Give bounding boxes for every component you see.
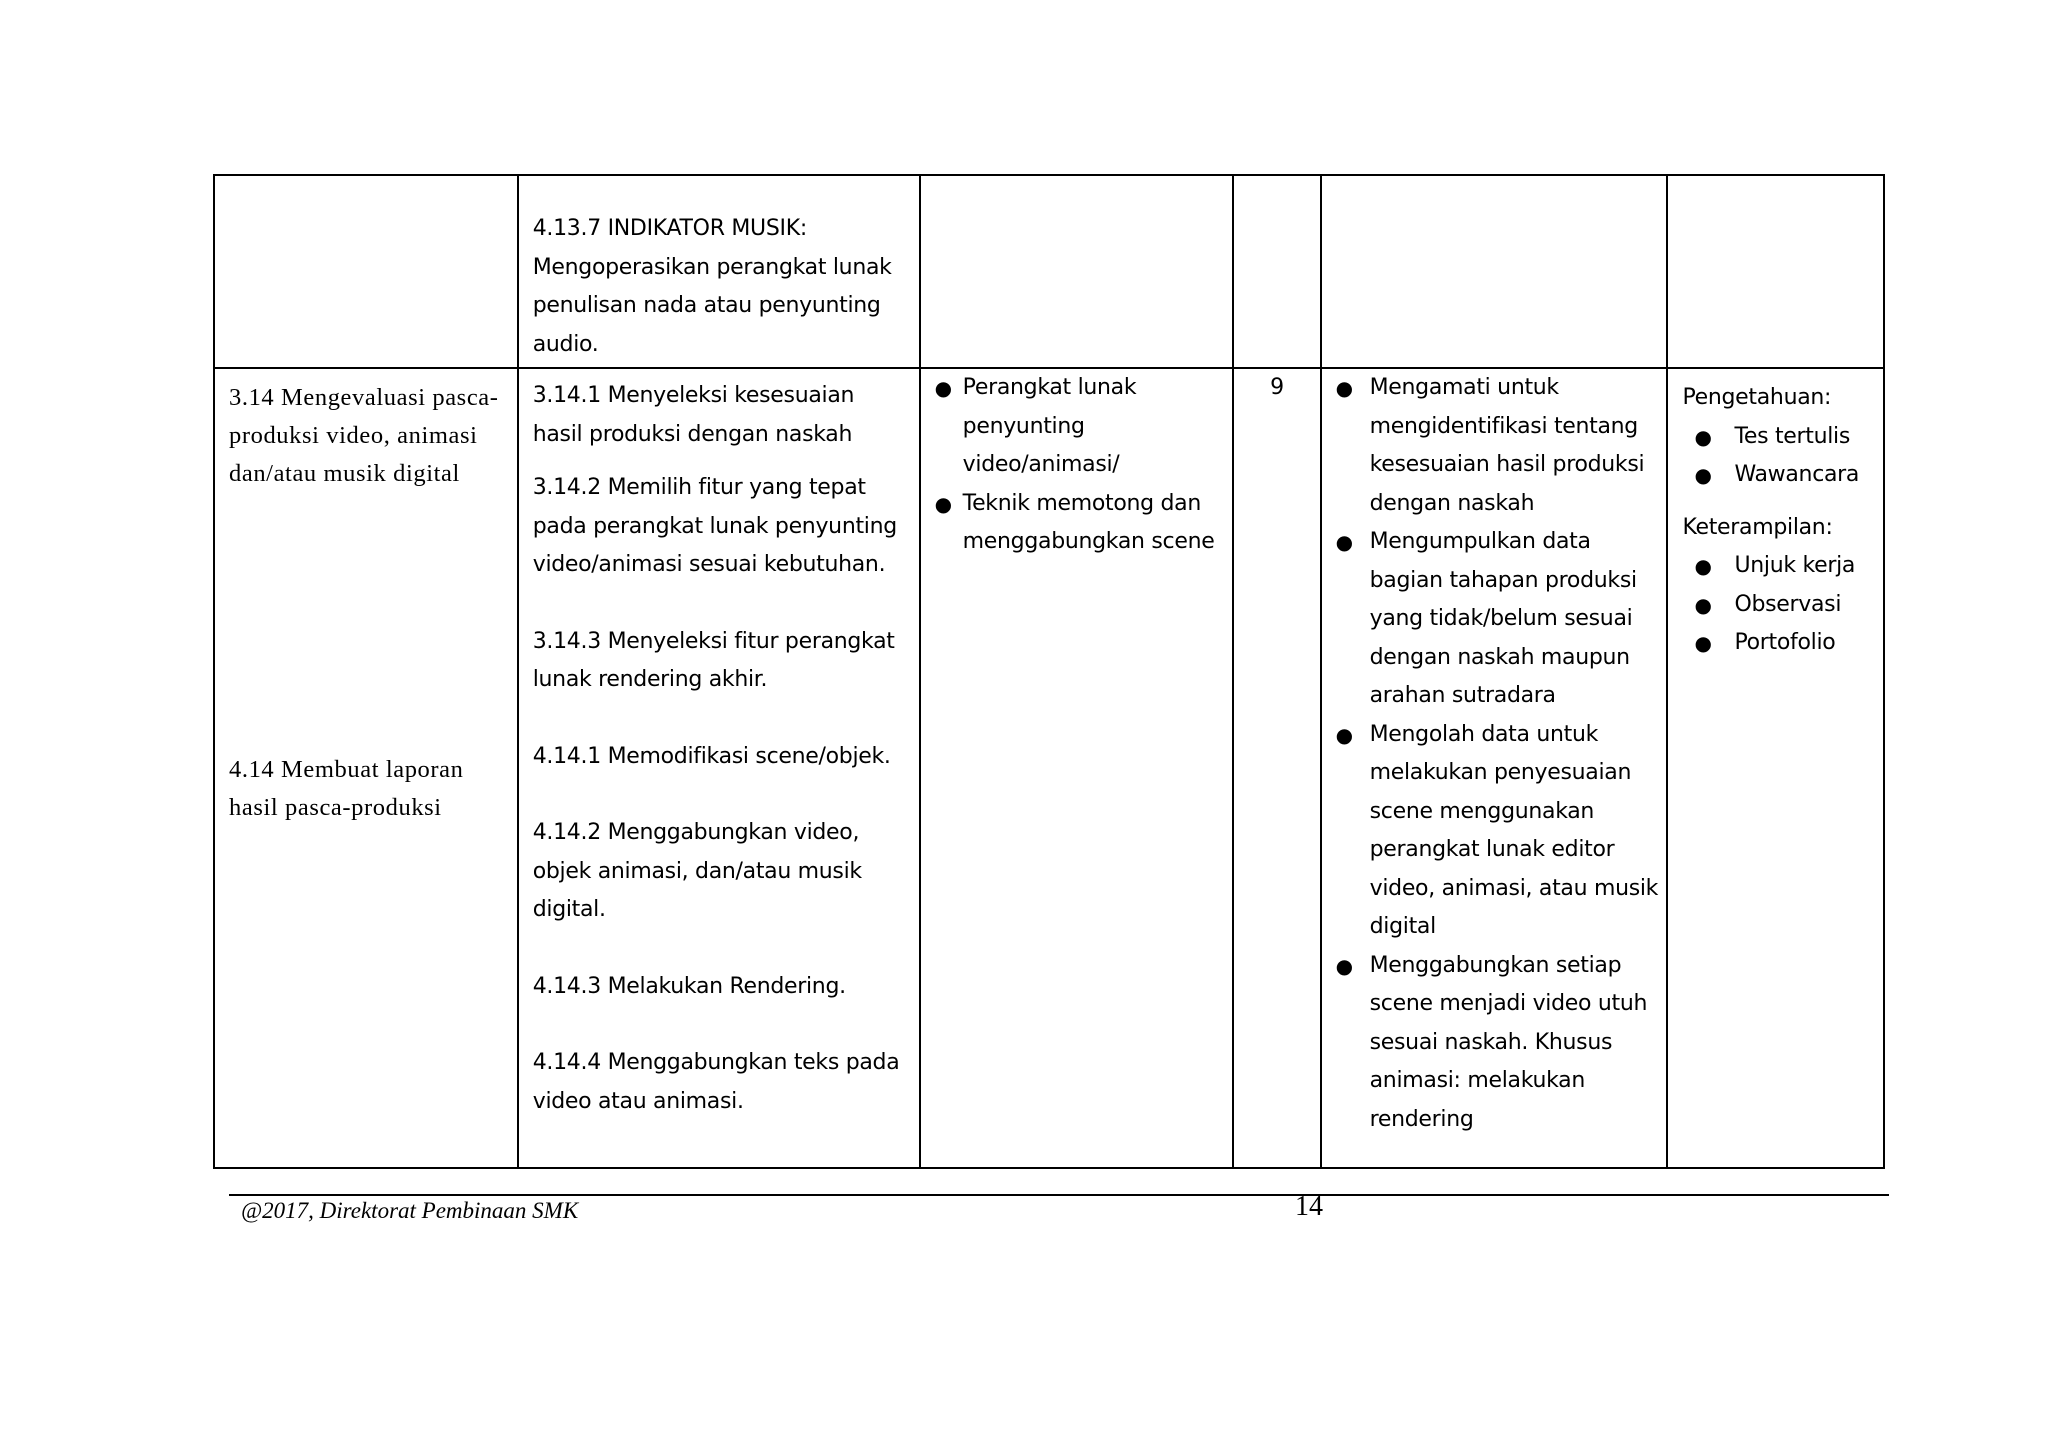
jp-cell-empty — [1233, 175, 1320, 368]
bullet-icon: ● — [1694, 631, 1712, 655]
list-item: ● Perangkat lunak penyunting video/animasi/ — [921, 369, 1233, 485]
kd-3-14: 3.14 Mengevaluasi pasca-produksi video, animasi dan/atau musik digital — [229, 384, 499, 487]
indicator-4-14-3: 4.14.3 Melakukan Rendering. — [532, 973, 846, 999]
list-item: ● Menggabungkan setiap scene menjadi video utuh sesuai naskah. Khusus animasi: melakukan rendering — [1322, 947, 1667, 1140]
materi-list — [921, 369, 1233, 562]
syllabus-table — [213, 174, 1885, 1169]
list-item: ● Mengumpulkan data bagian tahapan produksi yang tidak/belum sesuai dengan naskah maupun arahan sutradara — [1322, 523, 1667, 716]
indicator-3-14-1: 3.14.1 Menyeleksi kesesuaian hasil produksi dengan naskah — [532, 383, 855, 447]
materi-cell — [920, 368, 1234, 1168]
keterampilan-list — [1682, 547, 1873, 663]
indicator-cell — [518, 175, 920, 368]
indicator-4-14-4: 4.14.4 Menggabungkan teks pada video atau animasi. — [532, 1050, 900, 1114]
page-number: 14 — [1295, 1191, 1323, 1222]
footer-divider — [229, 1194, 1889, 1196]
pengetahuan-list — [1682, 418, 1873, 495]
list-item: ● Mengamati untuk mengidentifikasi tentang kesesuaian hasil produksi dengan naskah — [1322, 369, 1667, 523]
penilaian-cell-empty — [1667, 175, 1884, 368]
jp-value: 9 — [1270, 375, 1284, 400]
footer-copyright: @2017, Direktorat Pembinaan SMK — [241, 1198, 579, 1223]
bullet-icon: ● — [934, 491, 952, 516]
kd-4-14: 4.14 Membuat laporan hasil pasca-produksi — [229, 756, 464, 821]
bullet-icon: ● — [1335, 530, 1353, 554]
materi-cell-empty — [920, 175, 1234, 368]
bullet-icon: ● — [1694, 554, 1712, 578]
kd-cell-empty — [214, 175, 518, 368]
list-item: ● Portofolio — [1682, 624, 1873, 663]
list-item: ● Unjuk kerja — [1682, 547, 1873, 586]
bullet-icon: ● — [1335, 376, 1353, 400]
pengetahuan-label: Pengetahuan: — [1682, 385, 1832, 410]
table-row — [214, 175, 1884, 368]
indicator-4-14-1: 4.14.1 Memodifikasi scene/objek. — [532, 743, 891, 769]
list-item: ● Wawancara — [1682, 456, 1873, 495]
list-item: ● Tes tertulis — [1682, 418, 1873, 457]
indicator-3-14-2: 3.14.2 Memilih fitur yang tepat pada perangkat lunak penyunting video/animasi sesuai kebutuhan. — [532, 475, 897, 577]
kegiatan-cell — [1321, 368, 1668, 1168]
list-item: ● Teknik memotong dan menggabungkan scene — [921, 485, 1233, 562]
bullet-icon: ● — [934, 376, 952, 400]
bullet-icon: ● — [1694, 463, 1712, 487]
indicator-4-14-2: 4.14.2 Menggabungkan video, objek animasi, dan/atau musik digital. — [532, 820, 862, 922]
indicator-3-14-3: 3.14.3 Menyeleksi fitur perangkat lunak rendering akhir. — [532, 628, 895, 692]
penilaian-cell — [1667, 368, 1884, 1168]
table-row — [214, 368, 1884, 1168]
bullet-icon: ● — [1694, 424, 1712, 449]
kd-cell — [214, 368, 518, 1168]
bullet-icon: ● — [1335, 722, 1353, 747]
kegiatan-cell-empty — [1321, 175, 1668, 368]
bullet-icon: ● — [1694, 592, 1712, 617]
kegiatan-list — [1322, 369, 1667, 1139]
jp-cell — [1233, 368, 1320, 1168]
list-item: ● Mengolah data untuk melakukan penyesuaian scene menggunakan perangkat lunak editor video, animasi, atau musik digital — [1322, 716, 1667, 947]
indicator-cell — [518, 368, 920, 1168]
bullet-icon: ● — [1335, 953, 1353, 978]
indicator-music: 4.13.7 INDIKATOR MUSIK: Mengoperasikan perangkat lunak penulisan nada atau penyunting audio. — [532, 216, 892, 357]
keterampilan-label: Keterampilan: — [1682, 514, 1833, 540]
list-item: ● Observasi — [1682, 586, 1873, 625]
